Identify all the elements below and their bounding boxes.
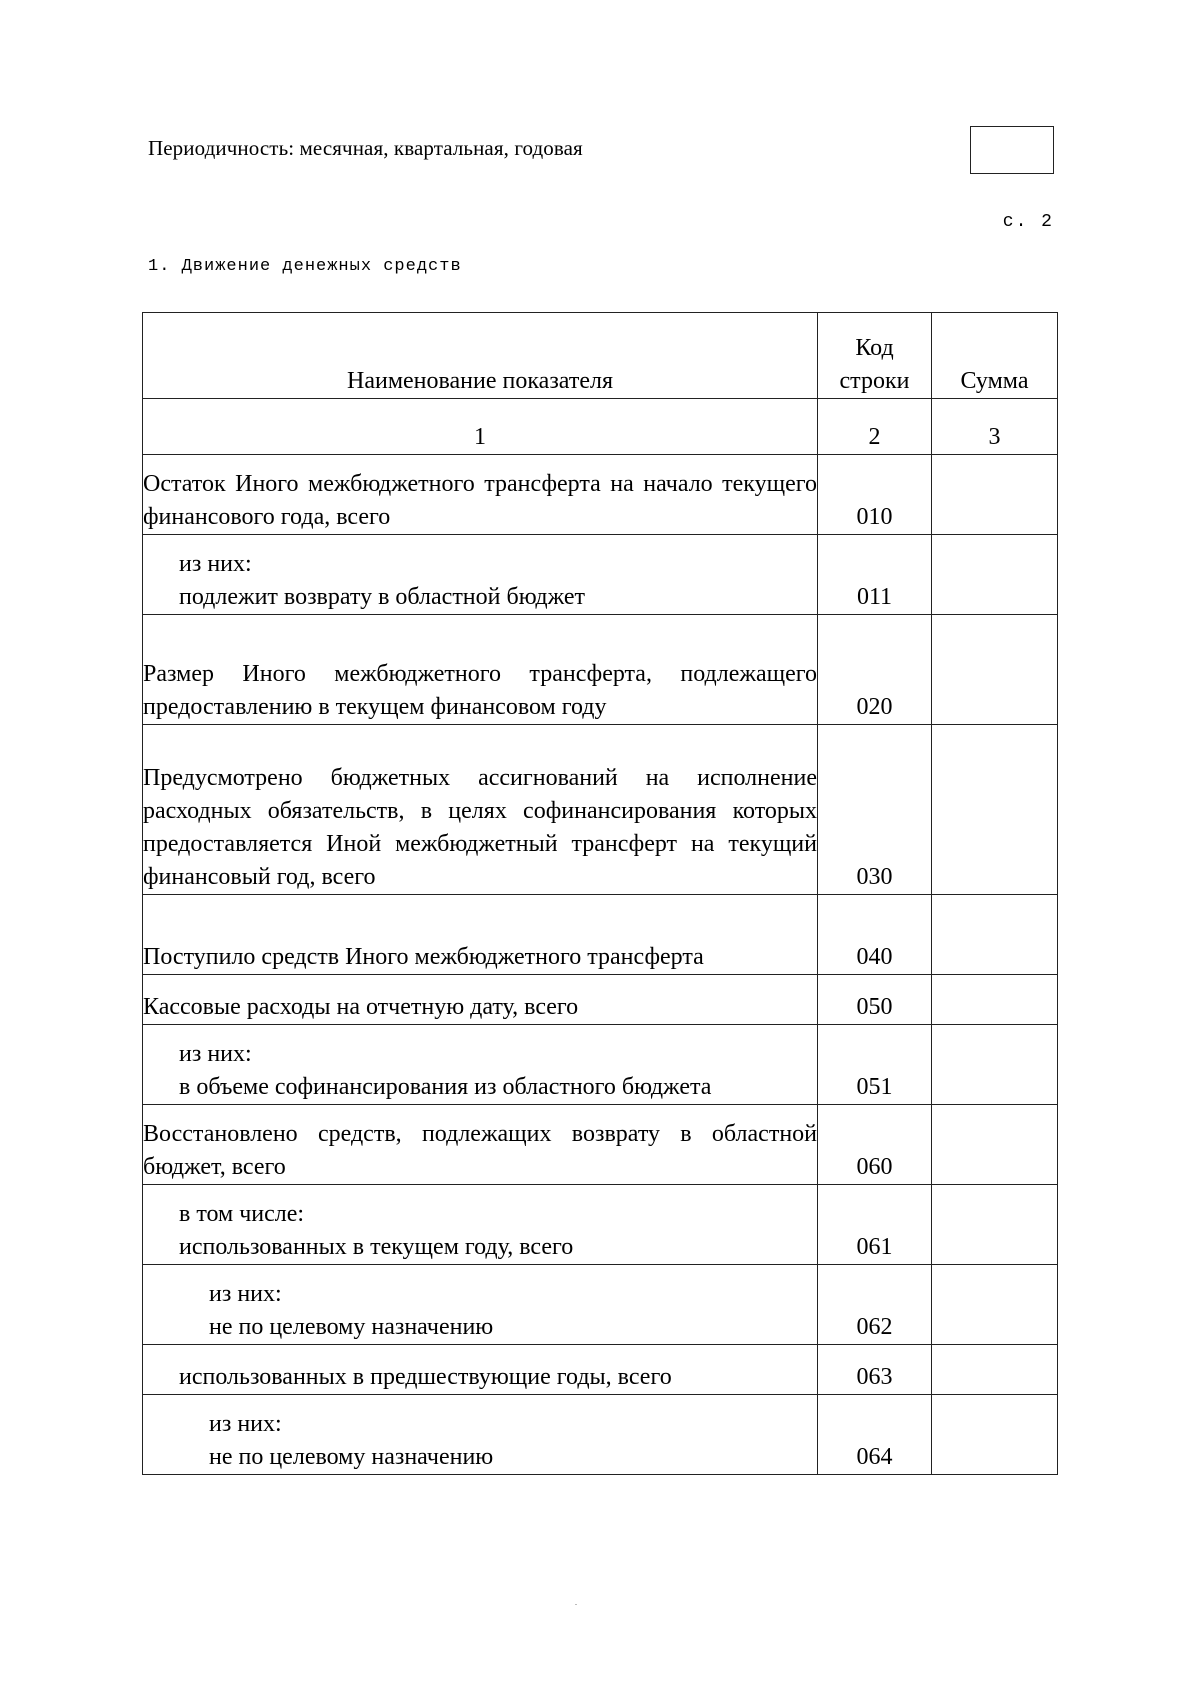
row-name: использованных в предшествующие годы, всего <box>143 1345 818 1395</box>
cash-flow-table <box>142 312 1058 1475</box>
row-code: 050 <box>818 975 932 1025</box>
row-name: Размер Иного межбюджетного трансферта, подлежащего предоставлению в текущем финансовом году <box>143 615 818 725</box>
row-name <box>143 1395 818 1475</box>
row-name: Поступило средств Иного межбюджетного трансферта <box>143 895 818 975</box>
row-code: 011 <box>818 535 932 615</box>
row-name-text: использованных в текущем году, всего <box>179 1234 574 1260</box>
row-code: 020 <box>818 615 932 725</box>
row-code: 063 <box>818 1345 932 1395</box>
row-name: Восстановлено средств, подлежащих возврату в областной бюджет, всего <box>143 1105 818 1185</box>
row-code: 051 <box>818 1025 932 1105</box>
column-header-code <box>818 313 932 399</box>
table-row <box>143 1265 1058 1345</box>
page-number: с. 2 <box>1002 212 1054 232</box>
row-code: 010 <box>818 455 932 535</box>
page-box <box>970 126 1054 174</box>
row-sum[interactable] <box>932 1265 1058 1345</box>
row-sum[interactable] <box>932 895 1058 975</box>
row-name: Предусмотрено бюджетных ассигнований на исполнение расходных обязательств, в целях софинансирования которых предоставляется Иной межбюджетный трансферт на текущий финансовый год, всего <box>143 725 818 895</box>
row-name-text: в объеме софинансирования из областного бюджета <box>179 1074 712 1100</box>
column-header-code-line1: Код <box>855 335 894 361</box>
column-number: 2 <box>818 399 932 455</box>
row-sum[interactable] <box>932 1395 1058 1475</box>
table-row <box>143 1345 1058 1395</box>
row-sum[interactable] <box>932 1185 1058 1265</box>
row-sum[interactable] <box>932 725 1058 895</box>
column-header-sum: Сумма <box>932 313 1058 399</box>
column-header-code-line2: строки <box>839 368 910 394</box>
row-name: Кассовые расходы на отчетную дату, всего <box>143 975 818 1025</box>
periodicity-label: Периодичность: месячная, квартальная, годовая <box>148 136 583 160</box>
column-number-row <box>143 399 1058 455</box>
table-row <box>143 1395 1058 1475</box>
row-name-text: не по целевому назначению <box>209 1444 494 1470</box>
row-name <box>143 1025 818 1105</box>
row-code: 062 <box>818 1265 932 1345</box>
row-prefix: в том числе: <box>179 1201 305 1227</box>
table-row <box>143 455 1058 535</box>
row-sum[interactable] <box>932 1105 1058 1185</box>
row-code: 061 <box>818 1185 932 1265</box>
table-row <box>143 615 1058 725</box>
table-row <box>143 895 1058 975</box>
scan-speck <box>575 1604 577 1605</box>
column-number: 3 <box>932 399 1058 455</box>
table-row <box>143 535 1058 615</box>
row-name <box>143 1185 818 1265</box>
row-code: 030 <box>818 725 932 895</box>
row-code: 064 <box>818 1395 932 1475</box>
table-row <box>143 975 1058 1025</box>
row-sum[interactable] <box>932 535 1058 615</box>
row-name <box>143 1265 818 1345</box>
column-number: 1 <box>143 399 818 455</box>
row-prefix: из них: <box>209 1411 282 1437</box>
row-prefix: из них: <box>209 1281 282 1307</box>
row-name-text: не по целевому назначению <box>209 1314 494 1340</box>
row-name-text: подлежит возврату в областной бюджет <box>179 584 586 610</box>
row-sum[interactable] <box>932 975 1058 1025</box>
row-sum[interactable] <box>932 455 1058 535</box>
table-row <box>143 1185 1058 1265</box>
row-sum[interactable] <box>932 615 1058 725</box>
section-title: 1. Движение денежных средств <box>148 257 462 276</box>
table-row <box>143 1105 1058 1185</box>
row-prefix: из них: <box>179 551 252 577</box>
table-row <box>143 1025 1058 1105</box>
table-header-row <box>143 313 1058 399</box>
row-code: 060 <box>818 1105 932 1185</box>
row-prefix: из них: <box>179 1041 252 1067</box>
row-name: Остаток Иного межбюджетного трансферта на начало текущего финансового года, всего <box>143 455 818 535</box>
table-row <box>143 725 1058 895</box>
row-sum[interactable] <box>932 1025 1058 1105</box>
row-name <box>143 535 818 615</box>
column-header-name: Наименование показателя <box>143 313 818 399</box>
row-code: 040 <box>818 895 932 975</box>
row-sum[interactable] <box>932 1345 1058 1395</box>
